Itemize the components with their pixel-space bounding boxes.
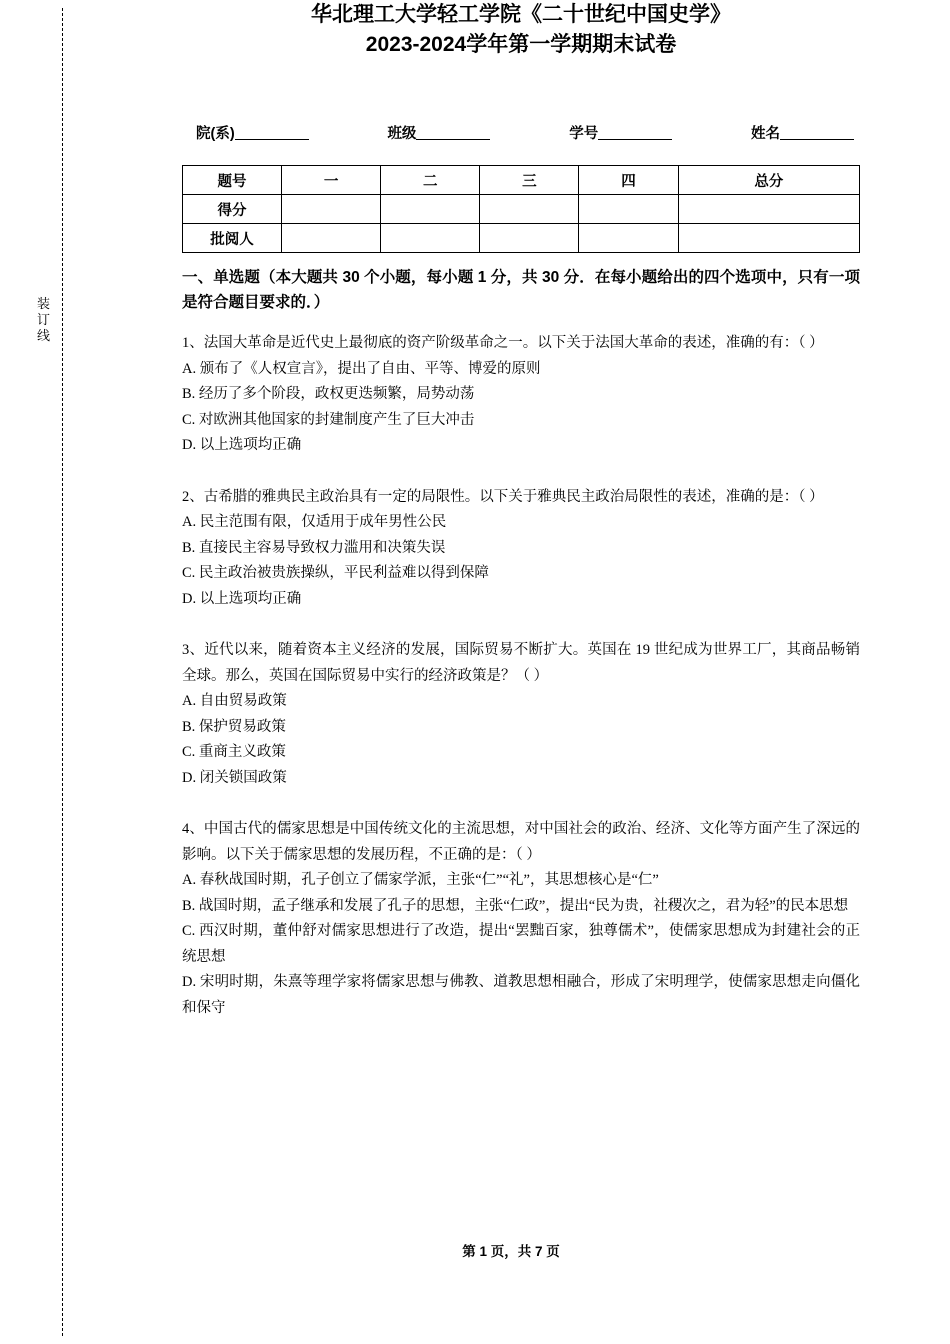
score-table-cell[interactable]	[678, 224, 859, 253]
binding-area	[0, 0, 72, 1344]
binding-label: 装订线	[36, 296, 51, 343]
question-stem: 1、法国大革命是近代史上最彻底的资产阶级革命之一。以下关于法国大革命的表述，准确的有：（ ）	[182, 335, 824, 351]
info-blank-class[interactable]	[416, 124, 490, 140]
question-3	[182, 638, 860, 791]
question-option-a[interactable]: A. 颁布了《人权宣言》，提出了自由、平等、博爱的原则	[182, 360, 541, 377]
exam-page	[72, 0, 950, 1344]
table-row	[183, 166, 860, 195]
score-table-row-label: 批阅人	[183, 224, 282, 253]
score-table-cell[interactable]	[678, 195, 859, 224]
question-option-c[interactable]: C. 对欧洲其他国家的封建制度产生了巨大冲击	[182, 411, 475, 428]
page-title-line2: 2023-2024学年第一学期期末试卷	[365, 33, 677, 56]
question-option-b[interactable]: B. 直接民主容易导致权力滥用和决策失误	[182, 539, 446, 556]
info-field-class	[387, 122, 490, 143]
question-option-d[interactable]: D. 闭关锁国政策	[182, 769, 287, 786]
page-content	[182, 0, 860, 1021]
question-option-b[interactable]: B. 保护贸易政策	[182, 718, 286, 735]
score-table-cell: 四	[579, 166, 678, 195]
question-1	[182, 331, 860, 459]
info-field-name	[751, 122, 854, 143]
table-row	[183, 195, 860, 224]
score-table-cell[interactable]	[381, 224, 480, 253]
score-table-cell[interactable]	[579, 224, 678, 253]
table-row	[183, 224, 860, 253]
score-table-cell[interactable]	[282, 195, 381, 224]
question-option-a[interactable]: A. 民主范围有限，仅适用于成年男性公民	[182, 514, 447, 530]
score-table-cell: 一	[282, 166, 381, 195]
question-stem: 4、中国古代的儒家思想是中国传统文化的主流思想，对中国社会的政治、经济、文化等方面产生了深远的影响。以下关于儒家思想的发展历程，不正确的是：（ ）	[182, 821, 860, 863]
question-option-c[interactable]: C. 民主政治被贵族操纵，平民利益难以得到保障	[182, 565, 489, 581]
score-table-cell: 总分	[678, 166, 859, 195]
info-blank-name[interactable]	[780, 124, 854, 140]
question-stem: 3、近代以来，随着资本主义经济的发展，国际贸易不断扩大。英国在 19 世纪成为世界工厂，其商品畅销全球。那么，英国在国际贸易中实行的经济政策是？（ ）	[182, 642, 860, 684]
page-footer: 第 1 页，共 7 页	[462, 1244, 560, 1259]
info-label-student-id: 学号	[569, 126, 599, 142]
info-label-class: 班级	[387, 126, 417, 142]
question-option-a[interactable]: A. 自由贸易政策	[182, 693, 287, 709]
score-table	[182, 165, 860, 253]
info-label-department: 院(系)	[196, 126, 235, 142]
score-table-cell: 三	[480, 166, 579, 195]
question-option-d[interactable]: D. 以上选项均正确	[182, 590, 302, 607]
score-table-row-label: 得分	[183, 195, 282, 224]
score-table-cell[interactable]	[381, 195, 480, 224]
score-table-cell: 二	[381, 166, 480, 195]
section-title-single-choice: 一、单选题（本大题共 30 个小题，每小题 1 分，共 30 分．在每小题给出的四个选项中，只有一项是符合题目要求的．）	[182, 269, 860, 311]
question-option-a[interactable]: A. 春秋战国时期，孔子创立了儒家学派，主张“仁”“礼”，其思想核心是“仁”	[182, 872, 659, 888]
question-option-b[interactable]: B. 战国时期，孟子继承和发展了孔子的思想，主张“仁政”，提出“民为贵，社稷次之，君为轻”的民本思想	[182, 897, 849, 914]
question-option-d[interactable]: D. 以上选项均正确	[182, 437, 302, 453]
student-info-row	[182, 122, 860, 143]
score-table-row-label: 题号	[183, 166, 282, 195]
question-option-b[interactable]: B. 经历了多个阶段，政权更迭频繁，局势动荡	[182, 386, 475, 402]
page-title-line1: 华北理工大学轻工学院《二十世纪中国史学》	[311, 3, 731, 26]
binding-dashed-line	[62, 8, 63, 1336]
info-label-name: 姓名	[750, 126, 780, 142]
info-blank-student-id[interactable]	[598, 124, 672, 140]
question-stem: 2、古希腊的雅典民主政治具有一定的局限性。以下关于雅典民主政治局限性的表述，准确的是：（ ）	[182, 488, 824, 505]
info-blank-department[interactable]	[235, 124, 309, 140]
question-option-c[interactable]: C. 西汉时期，董仲舒对儒家思想进行了改造，提出“罢黜百家，独尊儒术”，使儒家思想成为封建社会的正统思想	[182, 923, 860, 965]
question-4	[182, 817, 860, 1021]
score-table-cell[interactable]	[480, 224, 579, 253]
score-table-cell[interactable]	[480, 195, 579, 224]
score-table-cell[interactable]	[282, 224, 381, 253]
question-2	[182, 485, 860, 613]
question-option-c[interactable]: C. 重商主义政策	[182, 744, 286, 760]
info-field-student-id	[569, 122, 672, 143]
info-field-department	[196, 122, 309, 143]
score-table-cell[interactable]	[579, 195, 678, 224]
question-option-d[interactable]: D. 宋明时期，朱熹等理学家将儒家思想与佛教、道教思想相融合，形成了宋明理学，使儒家思想走向僵化和保守	[182, 974, 860, 1016]
